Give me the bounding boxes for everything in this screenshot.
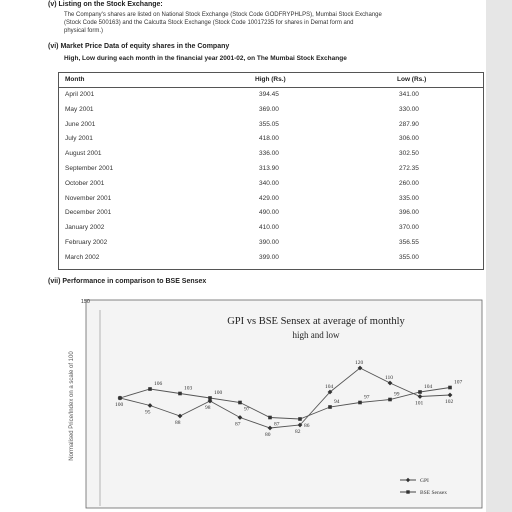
month-cell: February 2002 — [65, 239, 108, 246]
month-cell: January 2002 — [65, 224, 105, 232]
high-cell: 336.00 — [259, 150, 279, 158]
data-label: 101 — [415, 400, 424, 407]
data-point — [388, 398, 392, 402]
table-row — [59, 207, 483, 220]
data-point — [418, 390, 422, 394]
data-label: 110 — [385, 375, 394, 381]
table-row — [59, 89, 483, 102]
data-point — [208, 396, 212, 400]
data-label: 103 — [184, 385, 193, 392]
header-low: Low (Rs.) — [397, 76, 427, 83]
chart-title-line-2: high and low — [292, 330, 340, 340]
high-cell: 394.45 — [259, 91, 279, 98]
legend-label: BSE Sensex — [420, 490, 448, 496]
table-row — [59, 163, 483, 176]
data-label: 100 — [115, 402, 124, 408]
performance-chart — [0, 288, 512, 512]
low-cell: 330.00 — [399, 105, 419, 113]
high-cell: 313.90 — [259, 165, 279, 172]
high-cell: 340.00 — [259, 179, 279, 187]
high-cell: 390.00 — [259, 239, 279, 246]
data-label: 95 — [145, 409, 151, 416]
high-cell: 490.00 — [259, 209, 279, 217]
data-label: 94 — [334, 399, 340, 405]
section-6-subheading: High, Low during each month in the financial year 2001-02, on The Mumbai Stock Exchange — [64, 55, 347, 62]
high-cell: 369.00 — [259, 105, 279, 113]
data-label: 97 — [364, 394, 370, 401]
table-row — [59, 148, 483, 161]
data-point — [178, 392, 182, 396]
high-cell: 418.00 — [259, 135, 279, 143]
month-cell: October 2001 — [65, 179, 105, 187]
data-label: 104 — [325, 384, 334, 390]
legend-marker — [406, 490, 409, 493]
section-5-heading: (v) Listing on the Stock Exchange: — [48, 1, 163, 8]
table-row — [59, 178, 483, 191]
table-row — [59, 252, 483, 265]
data-point — [448, 386, 452, 390]
low-cell: 272.35 — [399, 165, 419, 172]
data-point — [148, 387, 152, 391]
section-5-line-3: physical form.) — [64, 28, 104, 34]
table-header-row — [59, 73, 483, 88]
data-label: 104 — [424, 384, 433, 390]
month-cell: June 2001 — [65, 120, 96, 128]
data-label: 97 — [244, 406, 250, 413]
data-label: 82 — [295, 429, 301, 435]
data-label: 120 — [355, 360, 364, 366]
low-cell: 306.00 — [399, 135, 419, 143]
section-5-line-1: The Company's shares are listed on National Stock Exchange (Stock Code GODFRYPHLPS), Mumbai Stock Exchange — [64, 12, 382, 18]
chart-title-line-1: GPI vs BSE Sensex at average of monthly — [227, 316, 405, 327]
table-row — [59, 222, 483, 235]
data-label: 99 — [394, 391, 400, 398]
data-point — [298, 417, 302, 421]
high-cell: 429.00 — [259, 194, 279, 202]
section-5-line-2: (Stock Code 500163) and the Calcutta Stock Exchange (Stock Code 10017235 for shares in Demat form and — [64, 20, 354, 26]
table-row — [59, 104, 483, 117]
data-label: 87 — [235, 421, 241, 428]
high-cell: 410.00 — [259, 224, 279, 232]
table-row — [59, 237, 483, 250]
low-cell: 302.50 — [399, 150, 419, 158]
low-cell: 287.90 — [399, 120, 419, 128]
month-cell: November 2001 — [65, 194, 112, 202]
data-label: 98 — [205, 405, 211, 411]
month-cell: April 2001 — [65, 91, 95, 98]
table-row — [59, 193, 483, 206]
y-axis-label: Normalised Price/Index on a scale of 100 — [69, 351, 75, 461]
data-point — [118, 396, 122, 400]
data-label: 87 — [274, 421, 280, 428]
low-cell: 370.00 — [399, 224, 419, 232]
header-high: High (Rs.) — [255, 76, 286, 83]
section-6-heading: (vi) Market Price Data of equity shares in the Company — [48, 43, 230, 50]
table-row — [59, 133, 483, 146]
data-label: 86 — [304, 423, 310, 429]
month-cell: August 2001 — [65, 150, 102, 158]
data-point — [358, 401, 362, 405]
month-cell: December 2001 — [65, 209, 112, 217]
low-cell: 335.00 — [399, 194, 419, 202]
section-7-heading: (vii) Performance in comparison to BSE Sensex — [48, 278, 207, 285]
data-label: 88 — [175, 420, 181, 426]
header-month: Month — [65, 76, 85, 83]
month-cell: May 2001 — [65, 105, 94, 113]
data-label: 80 — [265, 432, 271, 438]
y-top-tick-label: 150 — [80, 299, 90, 305]
month-cell: July 2001 — [65, 135, 93, 143]
low-cell: 355.00 — [399, 253, 419, 261]
data-label: 100 — [214, 390, 223, 396]
table-row — [59, 119, 483, 132]
data-label: 107 — [454, 379, 463, 386]
low-cell: 356.55 — [399, 239, 419, 246]
data-point — [268, 416, 272, 420]
high-cell: 355.05 — [259, 120, 279, 128]
month-cell: March 2002 — [65, 253, 100, 261]
low-cell: 396.00 — [399, 209, 419, 217]
data-label: 102 — [445, 399, 454, 405]
legend-label: GPI — [420, 478, 429, 484]
scan-shadow — [486, 0, 512, 512]
data-label: 106 — [154, 381, 163, 387]
low-cell: 341.00 — [399, 91, 419, 98]
price-table — [58, 72, 484, 270]
data-point — [238, 401, 242, 405]
high-cell: 399.00 — [259, 253, 279, 261]
low-cell: 260.00 — [399, 179, 419, 187]
data-point — [328, 405, 332, 409]
month-cell: September 2001 — [65, 165, 114, 172]
